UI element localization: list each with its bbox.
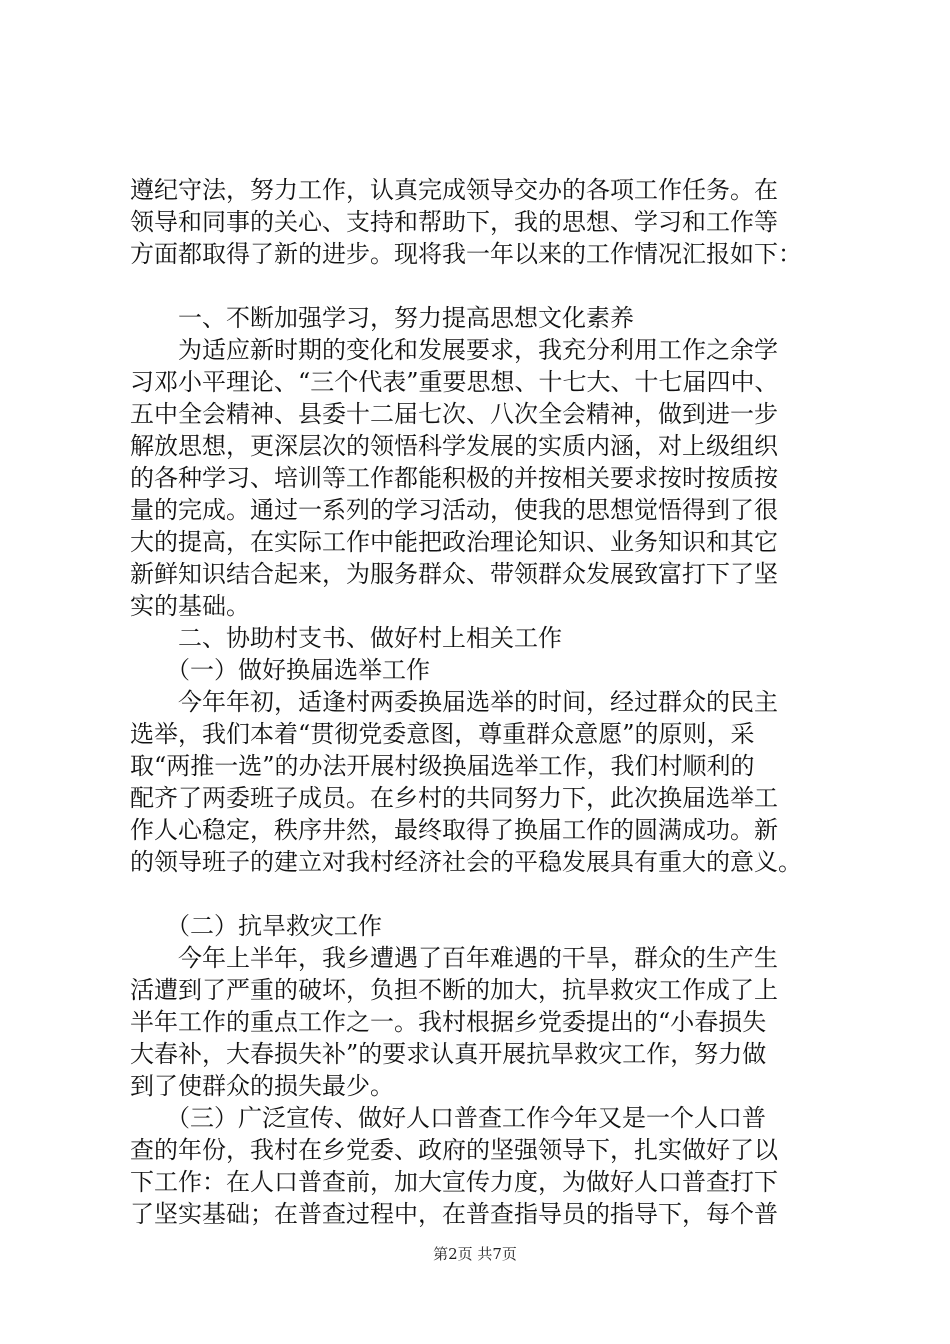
- subsection-heading: （一）做好换届选举工作: [130, 656, 430, 684]
- paragraph-line: 习邓小平理论、“三个代表”重要思想、十七大、十七届四中、: [130, 368, 779, 396]
- paragraph-line: 领导和同事的关心、支持和帮助下，我的思想、学习和工作等: [130, 208, 778, 236]
- paragraph-line: 今年上半年，我乡遭遇了百年难遇的干旱，群众的生产生: [130, 944, 778, 972]
- paragraph-line: 解放思想，更深层次的领悟科学发展的实质内涵，对上级组织: [130, 432, 778, 460]
- paragraph-line: 实的基础。: [130, 592, 250, 620]
- paragraph-line: 作人心稳定，秩序井然，最终取得了换届工作的圆满成功。新: [130, 816, 778, 844]
- paragraph-line: 配齐了两委班子成员。在乡村的共同努力下，此次换届选举工: [130, 784, 778, 812]
- paragraph-line: 大的提高，在实际工作中能把政治理论知识、业务知识和其它: [130, 528, 778, 556]
- paragraph-line: 的领导班子的建立对我村经济社会的平稳发展具有重大的意义。: [130, 848, 802, 876]
- paragraph-line: 查的年份，我村在乡党委、政府的坚强领导下，扎实做好了以: [130, 1136, 778, 1164]
- paragraph-line: 今年年初，适逢村两委换届选举的时间，经过群众的民主: [130, 688, 778, 716]
- paragraph-line: 的各种学习、培训等工作都能积极的并按相关要求按时按质按: [130, 464, 778, 492]
- paragraph-line: 半年工作的重点工作之一。我村根据乡党委提出的“小春损失: [130, 1008, 767, 1036]
- paragraph-line: 为适应新时期的变化和发展要求，我充分利用工作之余学: [130, 336, 778, 364]
- paragraph-line: 新鲜知识结合起来，为服务群众、带领群众发展致富打下了坚: [130, 560, 778, 588]
- paragraph-line: 活遭到了严重的破坏，负担不断的加大，抗旱救灾工作成了上: [130, 976, 778, 1004]
- paragraph-line: 五中全会精神、县委十二届七次、八次全会精神，做到进一步: [130, 400, 778, 428]
- paragraph-line: 遵纪守法，努力工作，认真完成领导交办的各项工作任务。在: [130, 176, 778, 204]
- paragraph-line: 取“两推一选”的办法开展村级换届选举工作，我们村顺利的: [130, 752, 755, 780]
- paragraph-line: 量的完成。通过一系列的学习活动，使我的思想觉悟得到了很: [130, 496, 778, 524]
- paragraph-line: 到了使群众的损失最少。: [130, 1072, 394, 1100]
- section-heading: 一、不断加强学习，努力提高思想文化素养: [130, 304, 634, 332]
- paragraph-line: 下工作：在人口普查前，加大宣传力度，为做好人口普查打下: [130, 1168, 778, 1196]
- page-footer: 第2页 共7页: [433, 1245, 517, 1263]
- section-heading: 二、协助村支书、做好村上相关工作: [130, 624, 562, 652]
- paragraph-line: 了坚实基础；在普查过程中，在普查指导员的指导下，每个普: [130, 1200, 778, 1228]
- paragraph-line: 方面都取得了新的进步。现将我一年以来的工作情况汇报如下：: [130, 240, 802, 268]
- subsection-heading: （二）抗旱救灾工作: [130, 912, 382, 940]
- paragraph-line: 大春补，大春损失补”的要求认真开展抗旱救灾工作，努力做: [130, 1040, 767, 1068]
- paragraph-line: （三）广泛宣传、做好人口普查工作今年又是一个人口普: [130, 1104, 766, 1132]
- paragraph-line: 选举，我们本着“贯彻党委意图，尊重群众意愿”的原则，采: [130, 720, 755, 748]
